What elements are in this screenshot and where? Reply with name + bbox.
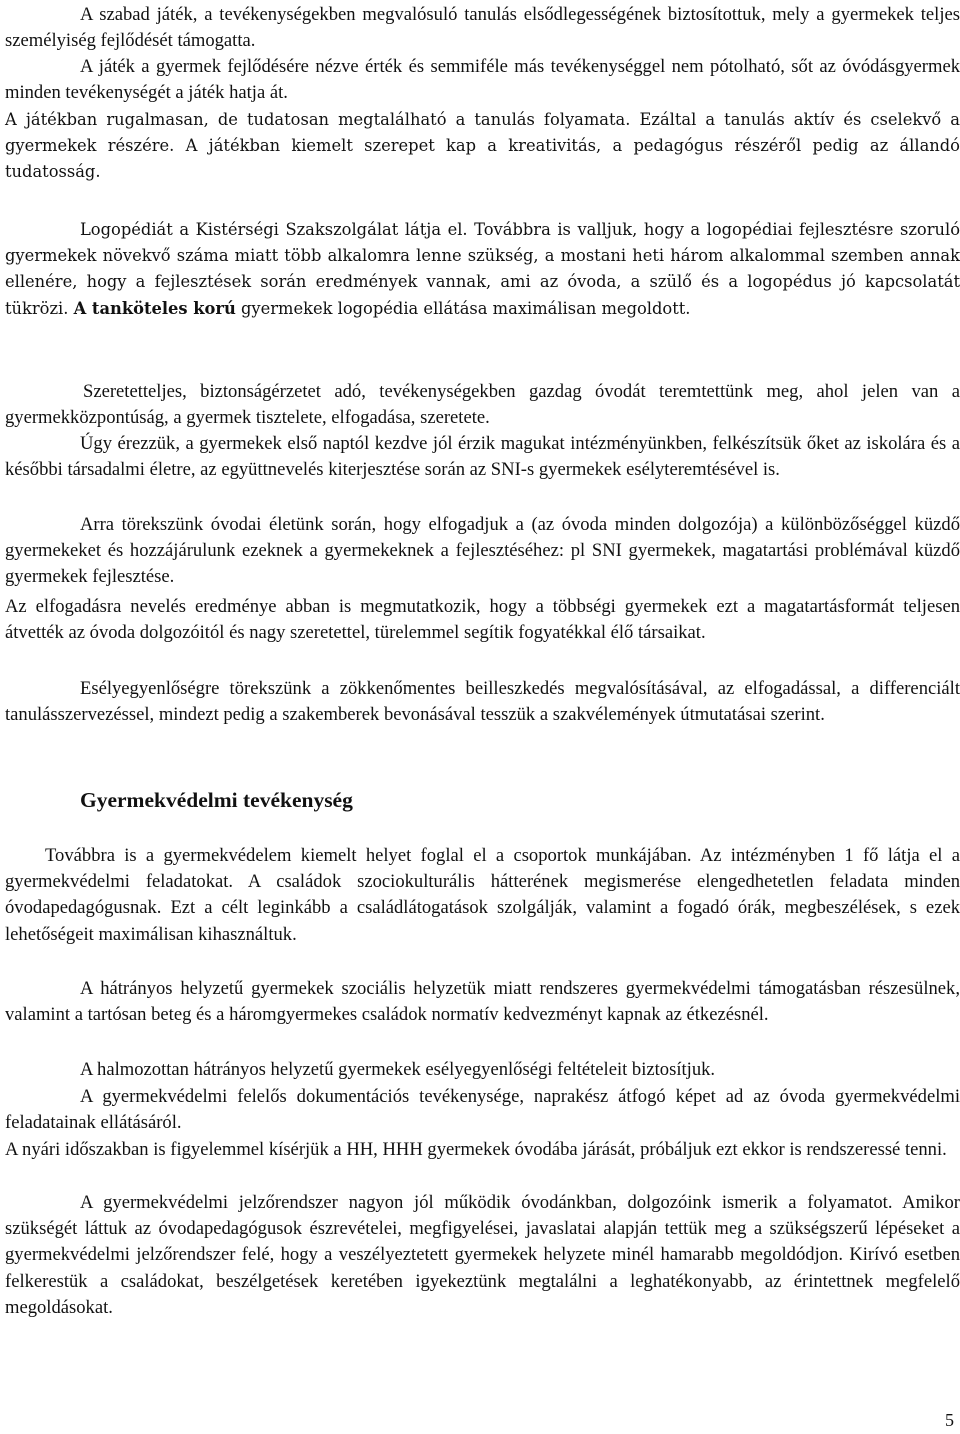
paragraph-equal-opportunity: Esélyegyenlőségre törekszünk a zökkenőmentes beilleszkedés megvalósításával, az elfogadással, a differenciált tanulásszervezéssel, mindezt pedig a szakemberek bevonásával tesszük a szakvélemények útmutatásai szerint. (5, 678, 960, 726)
paragraph-child-protection-priority: Továbbra is a gyermekvédelem kiemelt helyet foglal el a csoportok munkájában. Az intézményben 1 fő látja el a gyermekvédelmi feladatokat. A családok szociokulturális hátterének megismerése elengedhetetlen feladata minden óvodapedagógusnak. Ezt a célt leginkább a családlátogatások szolgálják, valamint a fogadó órák, megbeszélések, s ezek lehetőségeit maximálisan kihasználtuk. (5, 845, 960, 945)
paragraph-play-value: A játék a gyermek fejlődésére nézve érték és semmiféle más tevékenységgel nem pótolható, sőt az óvódásgyermek minden tevékenységét a játék hatja át. (5, 56, 960, 104)
school-age-bold-text: A tanköteles korú (73, 298, 236, 318)
paragraph-documentation: A gyermekvédelmi felelős dokumentációs tevékenysége, naprakész átfogó képet ad az óvoda gyermekvédelmi feladatainak ellátásáról. (5, 1086, 960, 1134)
paragraph-children-feel-good: Úgy érezzük, a gyermekek első naptól kezdve jól érzik magukat intézményünkben, felkészítsük őket az iskolára és a későbbi társadalmi életre, az együttnevelés kiterjesztése során az SNI-s gyermekek esélyteremtésével is. (5, 433, 960, 481)
paragraph-signal-system: A gyermekvédelmi jelzőrendszer nagyon jól működik óvodánkban, dolgozóink ismerik a folyamatot. Amikor szükségét láttuk az óvodapedagógusok észrevételei, megfigyelései, javaslatai alapján tettük meg a szükségszerű lépéseket a gyermekvédelmi jelzőrendszer felé, hogy a veszélyeztetett gyermekek helyzete minél hamarabb megoldódjon. Kirívó esetben felkerestük a családokat, beszélgetések keretében igyekeztünk megtalálni a leghatékonyabb, az érintettnek megfelelő megoldásokat. (5, 1192, 960, 1318)
paragraph-free-play: A szabad játék, a tevékenységekben megvalósuló tanulás elsődlegességének biztosítottuk, mely a gyermekek teljes személyiség fejlődését támogatta. (5, 4, 960, 52)
paragraph-speech-therapy (5, 217, 960, 322)
paragraph-summer-period: A nyári időszakban is figyelemmel kísérjük a HH, HHH gyermekek óvodába járását, próbáljuk ezt ekkor is rendszeressé tenni. (5, 1139, 947, 1160)
paragraph-acceptance-education: Az elfogadásra nevelés eredménye abban is megmutatkozik, hogy a többségi gyermekek ezt a magatartásformát teljesen átvették az óvoda dolgozóitól és nagy szeretettel, türelemmel segítik fogyatékkal élő társaikat. (5, 596, 960, 644)
section-heading: Gyermekvédelmi tevékenység (80, 788, 353, 812)
paragraph-learning-in-play: A játékban rugalmasan, de tudatosan megtalálható a tanulás folyamata. Ezáltal a tanulás aktív és cselekvő a gyermekek részére. A játékban kiemelt szerepet kap a kreativitás, a pedagógus részéről pedig az állandó tudatosság. (5, 110, 960, 182)
paragraph-accepting-difference: Arra törekszünk óvodai életünk során, hogy elfogadjuk a (az óvoda minden dolgozója) a különbözőséggel küzdő gyermekeket és hozzájárulunk ezeknek a gyermekeknek a fejlesztéséhez: pl SNI gyermekek, magatartási problémával küzdő gyermekek fejlesztése. (5, 514, 960, 588)
speech-therapy-text-a: Logopédiát a Kistérségi Szakszolgálat látja el. Továbbra is valljuk, hogy a logopédiai fejlesztésre szoruló gyermekek növekvő száma miatt több alkalomra lenne szükség, a mostani heti három alkalommal szemben annak ellenére, hogy a fejlesztések során eredmények vannak, ami az óvoda, a szülő és a logopédus jó kapcsolatát tükrözi. (5, 220, 960, 318)
paragraph-multiple-disadvantaged: A halmozottan hátrányos helyzetű gyermekek esélyegyenlőségi feltételeit biztosítjuk. (80, 1059, 716, 1080)
paragraph-loving-kindergarten: Szeretetteljes, biztonságérzetet adó, tevékenységekben gazdag óvodát teremtettünk meg, ahol jelen van a gyermekközpontúság, a gyermek tisztelete, elfogadása, szeretete. (5, 381, 960, 429)
page-number: 5 (945, 1410, 954, 1430)
speech-therapy-text-b: gyermekek logopédia ellátása maximálisan megoldott. (235, 298, 691, 318)
paragraph-disadvantaged-support: A hátrányos helyzetű gyermekek szociális helyzetük miatt rendszeres gyermekvédelmi támogatásban részesülnek, valamint a tartósan beteg és a háromgyermekes családok normatív kedvezményt kapnak az étkezésnél. (5, 978, 960, 1026)
